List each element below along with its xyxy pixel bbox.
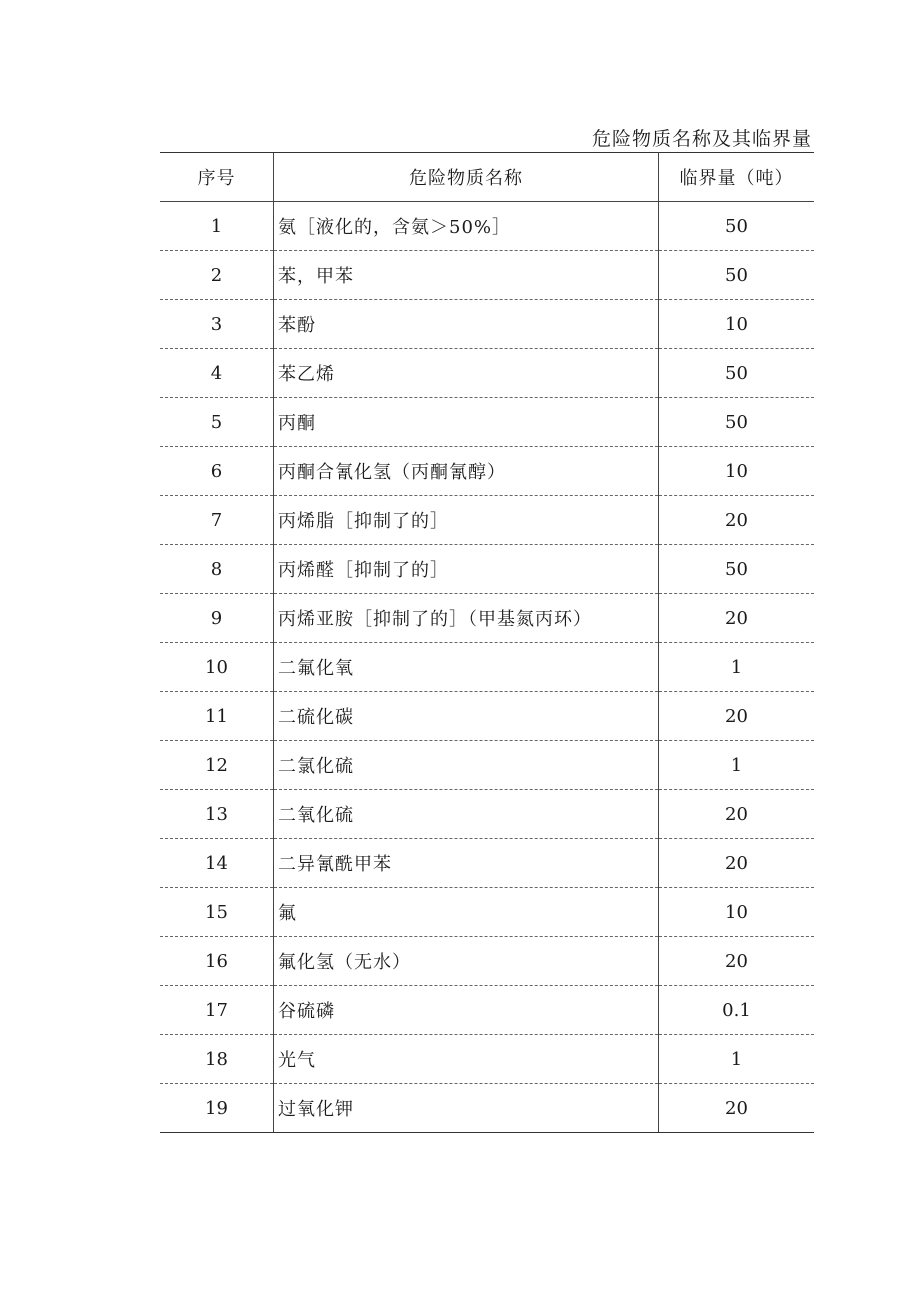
cell-serial-number: 11 [160, 692, 274, 741]
cell-serial-number: 15 [160, 888, 274, 937]
cell-substance-name: 丙烯亚胺［抑制了的］（甲基氮丙环） [274, 594, 659, 643]
cell-serial-number: 3 [160, 300, 274, 349]
cell-substance-name: 丙烯醛［抑制了的］ [274, 545, 659, 594]
table-row [160, 986, 814, 1035]
cell-threshold-quantity: 1 [659, 741, 815, 790]
cell-threshold-quantity: 20 [659, 937, 815, 986]
table-row [160, 937, 814, 986]
cell-serial-number: 7 [160, 496, 274, 545]
table-row [160, 398, 814, 447]
cell-threshold-quantity: 50 [659, 398, 815, 447]
cell-serial-number: 2 [160, 251, 274, 300]
table-row [160, 300, 814, 349]
cell-substance-name: 二氧化硫 [274, 790, 659, 839]
table-row [160, 594, 814, 643]
cell-threshold-quantity: 20 [659, 839, 815, 888]
cell-threshold-quantity: 20 [659, 1084, 815, 1133]
table-row [160, 545, 814, 594]
cell-threshold-quantity: 10 [659, 447, 815, 496]
cell-threshold-quantity: 1 [659, 643, 815, 692]
table-row [160, 839, 814, 888]
cell-substance-name: 谷硫磷 [274, 986, 659, 1035]
cell-substance-name: 苯酚 [274, 300, 659, 349]
cell-substance-name: 丙烯脂［抑制了的］ [274, 496, 659, 545]
header-serial-number: 序号 [160, 153, 274, 202]
table-row [160, 251, 814, 300]
cell-serial-number: 12 [160, 741, 274, 790]
cell-serial-number: 8 [160, 545, 274, 594]
table-row [160, 447, 814, 496]
cell-substance-name: 二异氰酰甲苯 [274, 839, 659, 888]
table-row [160, 888, 814, 937]
table-row [160, 349, 814, 398]
cell-serial-number: 9 [160, 594, 274, 643]
cell-threshold-quantity: 20 [659, 790, 815, 839]
cell-threshold-quantity: 10 [659, 300, 815, 349]
cell-threshold-quantity: 50 [659, 545, 815, 594]
cell-substance-name: 二氟化氧 [274, 643, 659, 692]
cell-serial-number: 19 [160, 1084, 274, 1133]
table-row [160, 692, 814, 741]
cell-threshold-quantity: 50 [659, 251, 815, 300]
table-row [160, 1035, 814, 1084]
cell-substance-name: 氟化氢（无水） [274, 937, 659, 986]
cell-threshold-quantity: 10 [659, 888, 815, 937]
cell-serial-number: 16 [160, 937, 274, 986]
cell-substance-name: 苯乙烯 [274, 349, 659, 398]
cell-substance-name: 丙酮合氰化氢（丙酮氰醇） [274, 447, 659, 496]
table-header [160, 153, 814, 202]
header-substance-name: 危险物质名称 [274, 153, 659, 202]
table-caption: 危险物质名称及其临界量 [591, 128, 812, 150]
cell-serial-number: 4 [160, 349, 274, 398]
table-row [160, 741, 814, 790]
hazard-substance-table [160, 152, 814, 1133]
table-body [160, 202, 814, 1133]
cell-serial-number: 17 [160, 986, 274, 1035]
cell-threshold-quantity: 20 [659, 496, 815, 545]
cell-threshold-quantity: 50 [659, 349, 815, 398]
cell-serial-number: 5 [160, 398, 274, 447]
cell-threshold-quantity: 20 [659, 594, 815, 643]
table-row [160, 790, 814, 839]
cell-threshold-quantity: 20 [659, 692, 815, 741]
cell-substance-name: 过氧化钾 [274, 1084, 659, 1133]
table-row [160, 202, 814, 251]
cell-threshold-quantity: 0.1 [659, 986, 815, 1035]
cell-substance-name: 氨［液化的，含氨＞50%］ [274, 202, 659, 251]
cell-threshold-quantity: 1 [659, 1035, 815, 1084]
cell-substance-name: 氟 [274, 888, 659, 937]
cell-serial-number: 13 [160, 790, 274, 839]
header-threshold-quantity: 临界量（吨） [659, 153, 815, 202]
table-row [160, 643, 814, 692]
cell-substance-name: 二氯化硫 [274, 741, 659, 790]
cell-substance-name: 丙酮 [274, 398, 659, 447]
table-row [160, 1084, 814, 1133]
cell-serial-number: 1 [160, 202, 274, 251]
cell-threshold-quantity: 50 [659, 202, 815, 251]
cell-substance-name: 二硫化碳 [274, 692, 659, 741]
header-row [160, 153, 814, 202]
cell-serial-number: 14 [160, 839, 274, 888]
cell-substance-name: 苯，甲苯 [274, 251, 659, 300]
table-row [160, 496, 814, 545]
cell-serial-number: 6 [160, 447, 274, 496]
cell-serial-number: 18 [160, 1035, 274, 1084]
cell-substance-name: 光气 [274, 1035, 659, 1084]
cell-serial-number: 10 [160, 643, 274, 692]
